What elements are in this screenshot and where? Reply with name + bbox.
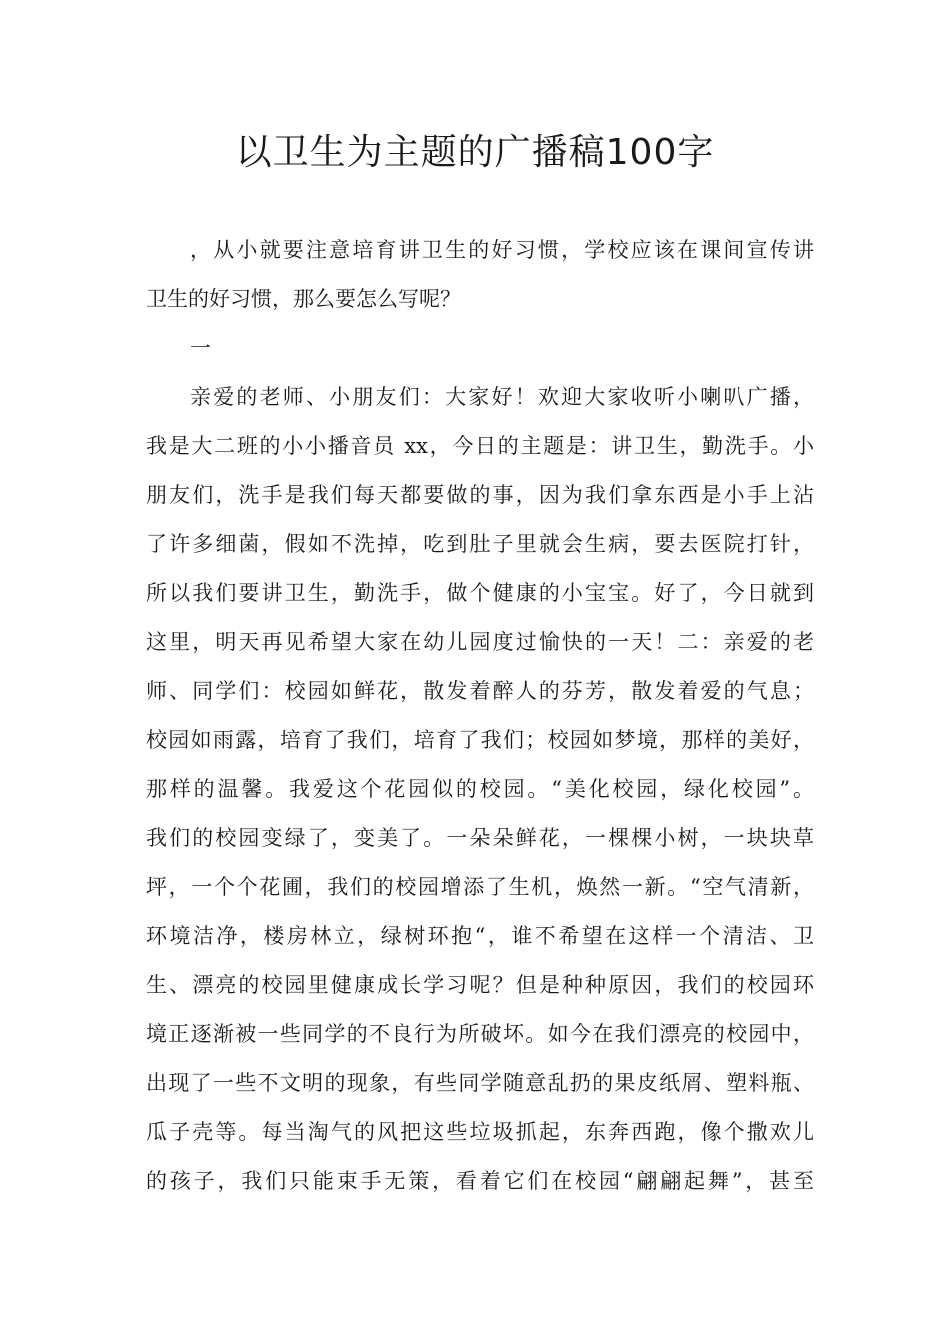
text-line: 朋友们，洗手是我们每天都要做的事，因为我们拿东西是小手上沾 — [146, 483, 814, 507]
text-line: 校园如雨露，培育了我们，培育了我们；校园如梦境，那样的美好， — [146, 728, 814, 752]
document-body — [146, 226, 814, 1206]
text-line: 所以我们要讲卫生，勤洗手，做个健康的小宝宝。好了，今日就到 — [146, 581, 814, 605]
document-title: 以卫生为主题的广播稿100字 — [235, 132, 715, 173]
text-line: 瓜子壳等。每当淘气的风把这些垃圾抓起，东奔西跑，像个撒欢儿 — [146, 1120, 814, 1144]
text-line: 我是大二班的小小播音员 xx，今日的主题是：讲卫生，勤洗手。小 — [146, 434, 814, 458]
text-line: 一 — [190, 336, 211, 360]
text-line: 环境洁净，楼房林立，绿树环抱“，谁不希望在这样一个清洁、卫 — [146, 924, 814, 948]
text-line: 师、同学们：校园如鲜花，散发着醉人的芬芳，散发着爱的气息； — [146, 679, 814, 703]
text-line: 出现了一些不文明的现象，有些同学随意乱扔的果皮纸屑、塑料瓶、 — [146, 1071, 814, 1095]
text-line: 生、漂亮的校园里健康成长学习呢？但是种种原因，我们的校园环 — [146, 973, 814, 997]
text-line: 那样的温馨。我爱这个花园似的校园。“美化校园，绿化校园”。 — [146, 777, 814, 801]
text-line: 了许多细菌，假如不洗掉，吃到肚子里就会生病，要去医院打针， — [146, 532, 814, 556]
text-line: ，从小就要注意培育讲卫生的好习惯，学校应该在课间宣传讲 — [190, 238, 814, 262]
text-line: 我们的校园变绿了，变美了。一朵朵鲜花，一棵棵小树，一块块草 — [146, 826, 814, 850]
text-line: 亲爱的老师、小朋友们：大家好！欢迎大家收听小喇叭广播， — [190, 385, 814, 409]
text-line: 这里，明天再见希望大家在幼儿园度过愉快的一天！二：亲爱的老 — [146, 630, 814, 654]
text-line: 卫生的好习惯，那么要怎么写呢？ — [146, 287, 461, 311]
text-line: 境正逐渐被一些同学的不良行为所破坏。如今在我们漂亮的校园中， — [146, 1022, 814, 1046]
text-line: 坪，一个个花圃，我们的校园增添了生机，焕然一新。“空气清新， — [146, 875, 814, 899]
text-line: 的孩子，我们只能束手无策，看着它们在校园“翩翩起舞”，甚至 — [146, 1169, 814, 1193]
